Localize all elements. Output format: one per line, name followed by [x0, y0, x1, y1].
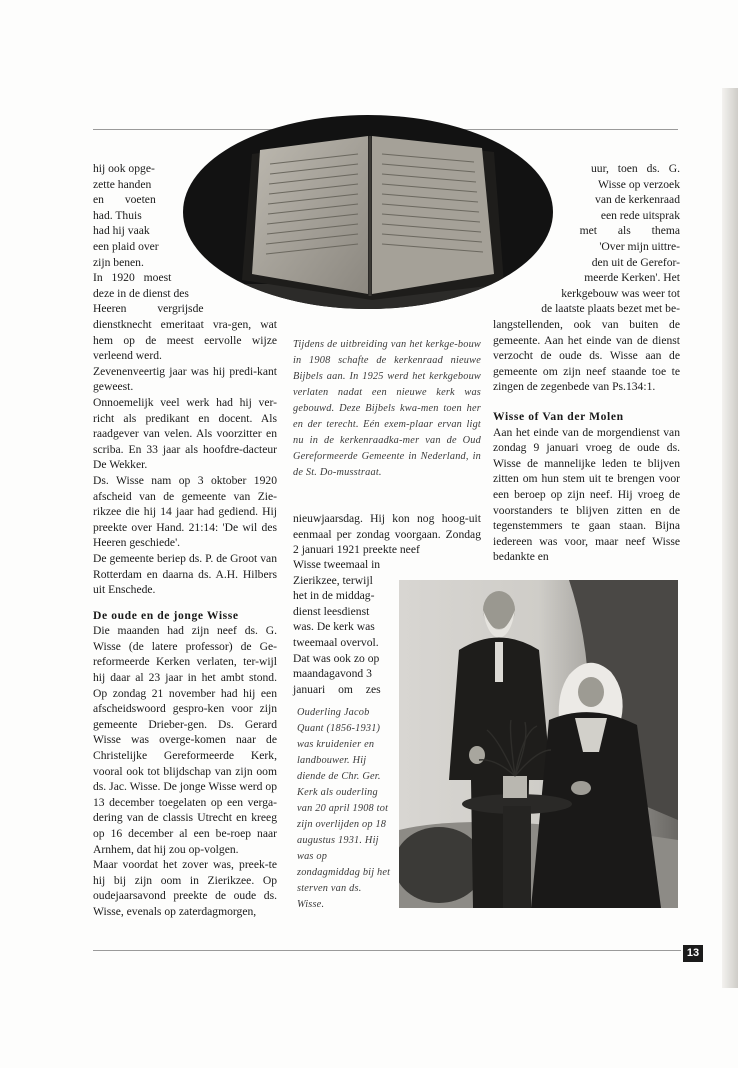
col1-main-text: dienstknecht emeritaat vra-gen, wat hem op de meest eervolle wijze verleend werd. Zevenenveertig jaar was hij predi-kant geweest. Onnoemelijk veel werk had hij ver-richt als predikant en docent. Als raadgever van velen. Als voorzitter en scriba. En 33 jaar als hoofdre-dacteur De Wekker. Ds. Wisse nam op 3 oktober 1920 afscheid van de gemeente van Zie-rikzee die hij 14 jaar had gediend. Hij preekte over Hand. 21:14: 'De wil des Heeren geschiede'. De gemeente beriep ds. P. de Groot van Rotterdam en daarna ds. A.H. Hilbers uit Enschede. De oude en de jonge Wisse Die maanden had zijn neef ds. G. Wisse (de latere professor) de Ge-reformeerde Kerken verlaten, ter-wijl hij daar al 23 jaar in het ambt stond. Op zondag 21 november had hij een afscheidswoord gespro-ken voor zijn gemeente Drieber-gen. Ds. Gerard Wisse was overge-komen naar de Christelijke Gereformeerde Kerk, vooral ook tot blijdschap van zijn oom ds. Jac. Wisse. De jonge Wisse werd op 13 december toegelaten op een verga-dering van de classis Utrecht en kreeg op 16 december al een be-roep naar Arnhem, dat hij zou op-volgen. Maar voordat het zover was, preek-te hij bij zijn oom in Zierikzee. Op oudejaarsavond preekte de oude ds. Wisse, evenals op zaterdagmorgen, — [93, 318, 277, 918]
col3-main-text: langstellenden, ook van buiten de gemeente. Aan het einde van de dienst verzocht de oude ds. Wisse aan de gemeente om zijn neef staande toe te zingen de zegenbede van Ps.134:1. Wisse of Van der Molen Aan het einde van de morgendienst van zondag 9 januari vroeg de oude ds. Wisse de mannelijke leden te blijven zitten om hun stem uit te brengen voor een beroep op zijn neef. Hij vroeg de voorstanders te blijven zitten en de tegenstemmers te gaan staan. Bijna iedereen was voor, maar neef Wisse bedankte en — [493, 318, 680, 564]
heading-oude-jonge-wisse: De oude en de jonge Wisse — [93, 608, 239, 622]
bottom-rule — [93, 950, 681, 951]
col2-main-text: nieuwjaarsdag. Hij kon nog hoog-uit eenmaal per zondag voorgaan. Zondag 2 januari 1921 preekte neef — [293, 512, 481, 557]
bible-caption: Tijdens de uitbreiding van het kerkge-bouw in 1908 schafte de kerkenraad nieuwe Bijbels aan. In 1925 werd het kerkgebouw verlaten nadat een nieuwe kerk was gebouwd. Deze Bijbels kwa-men toen her en der terecht. Eén exem-plaar ervan ligt nu in de kerkenraadka-mer van de Oud Gereformeerde Gemeente in Nederland, in de St. Do-musstraat. — [293, 339, 481, 478]
col2-narrow-text: Wisse tweemaal in Zierikzee, terwijl het in de middag- dienst leesdienst was. De kerk was tweemaal overvol. Dat was ook zo op maandagavond 3 januari om zes — [293, 558, 381, 696]
portrait-photo — [399, 580, 678, 908]
col1-top-text: hij ook opge- zette handen en voeten had. Thuis had hij vaak een plaid over zijn benen. In 1920 moest deze in de dienst des Heeren vergrijsde — [93, 162, 204, 316]
page-spine-shadow — [722, 88, 738, 988]
heading-wisse-van-der-molen: Wisse of Van der Molen — [493, 409, 624, 423]
page-number: 13 — [683, 945, 703, 962]
col3-top-text: uur, toen ds. G. Wisse op verzoek van de kerkenraad een rede uitsprak met als thema 'Over mijn uittre- den uit de Gerefor- meerde Kerken'. Het kerkgebouw was weer tot de laatste plaats bezet met be- — [541, 162, 680, 316]
portrait-caption: Ouderling Jacob Quant (1856-1931) was kruidenier en landbouwer. Hij diende de Chr. Ger. Kerk als ouderling van 20 april 1908 tot zijn overlijden op 18 augustus 1931. Hij was op zondagmiddag bij het sterven van ds. Wisse. — [297, 707, 391, 910]
